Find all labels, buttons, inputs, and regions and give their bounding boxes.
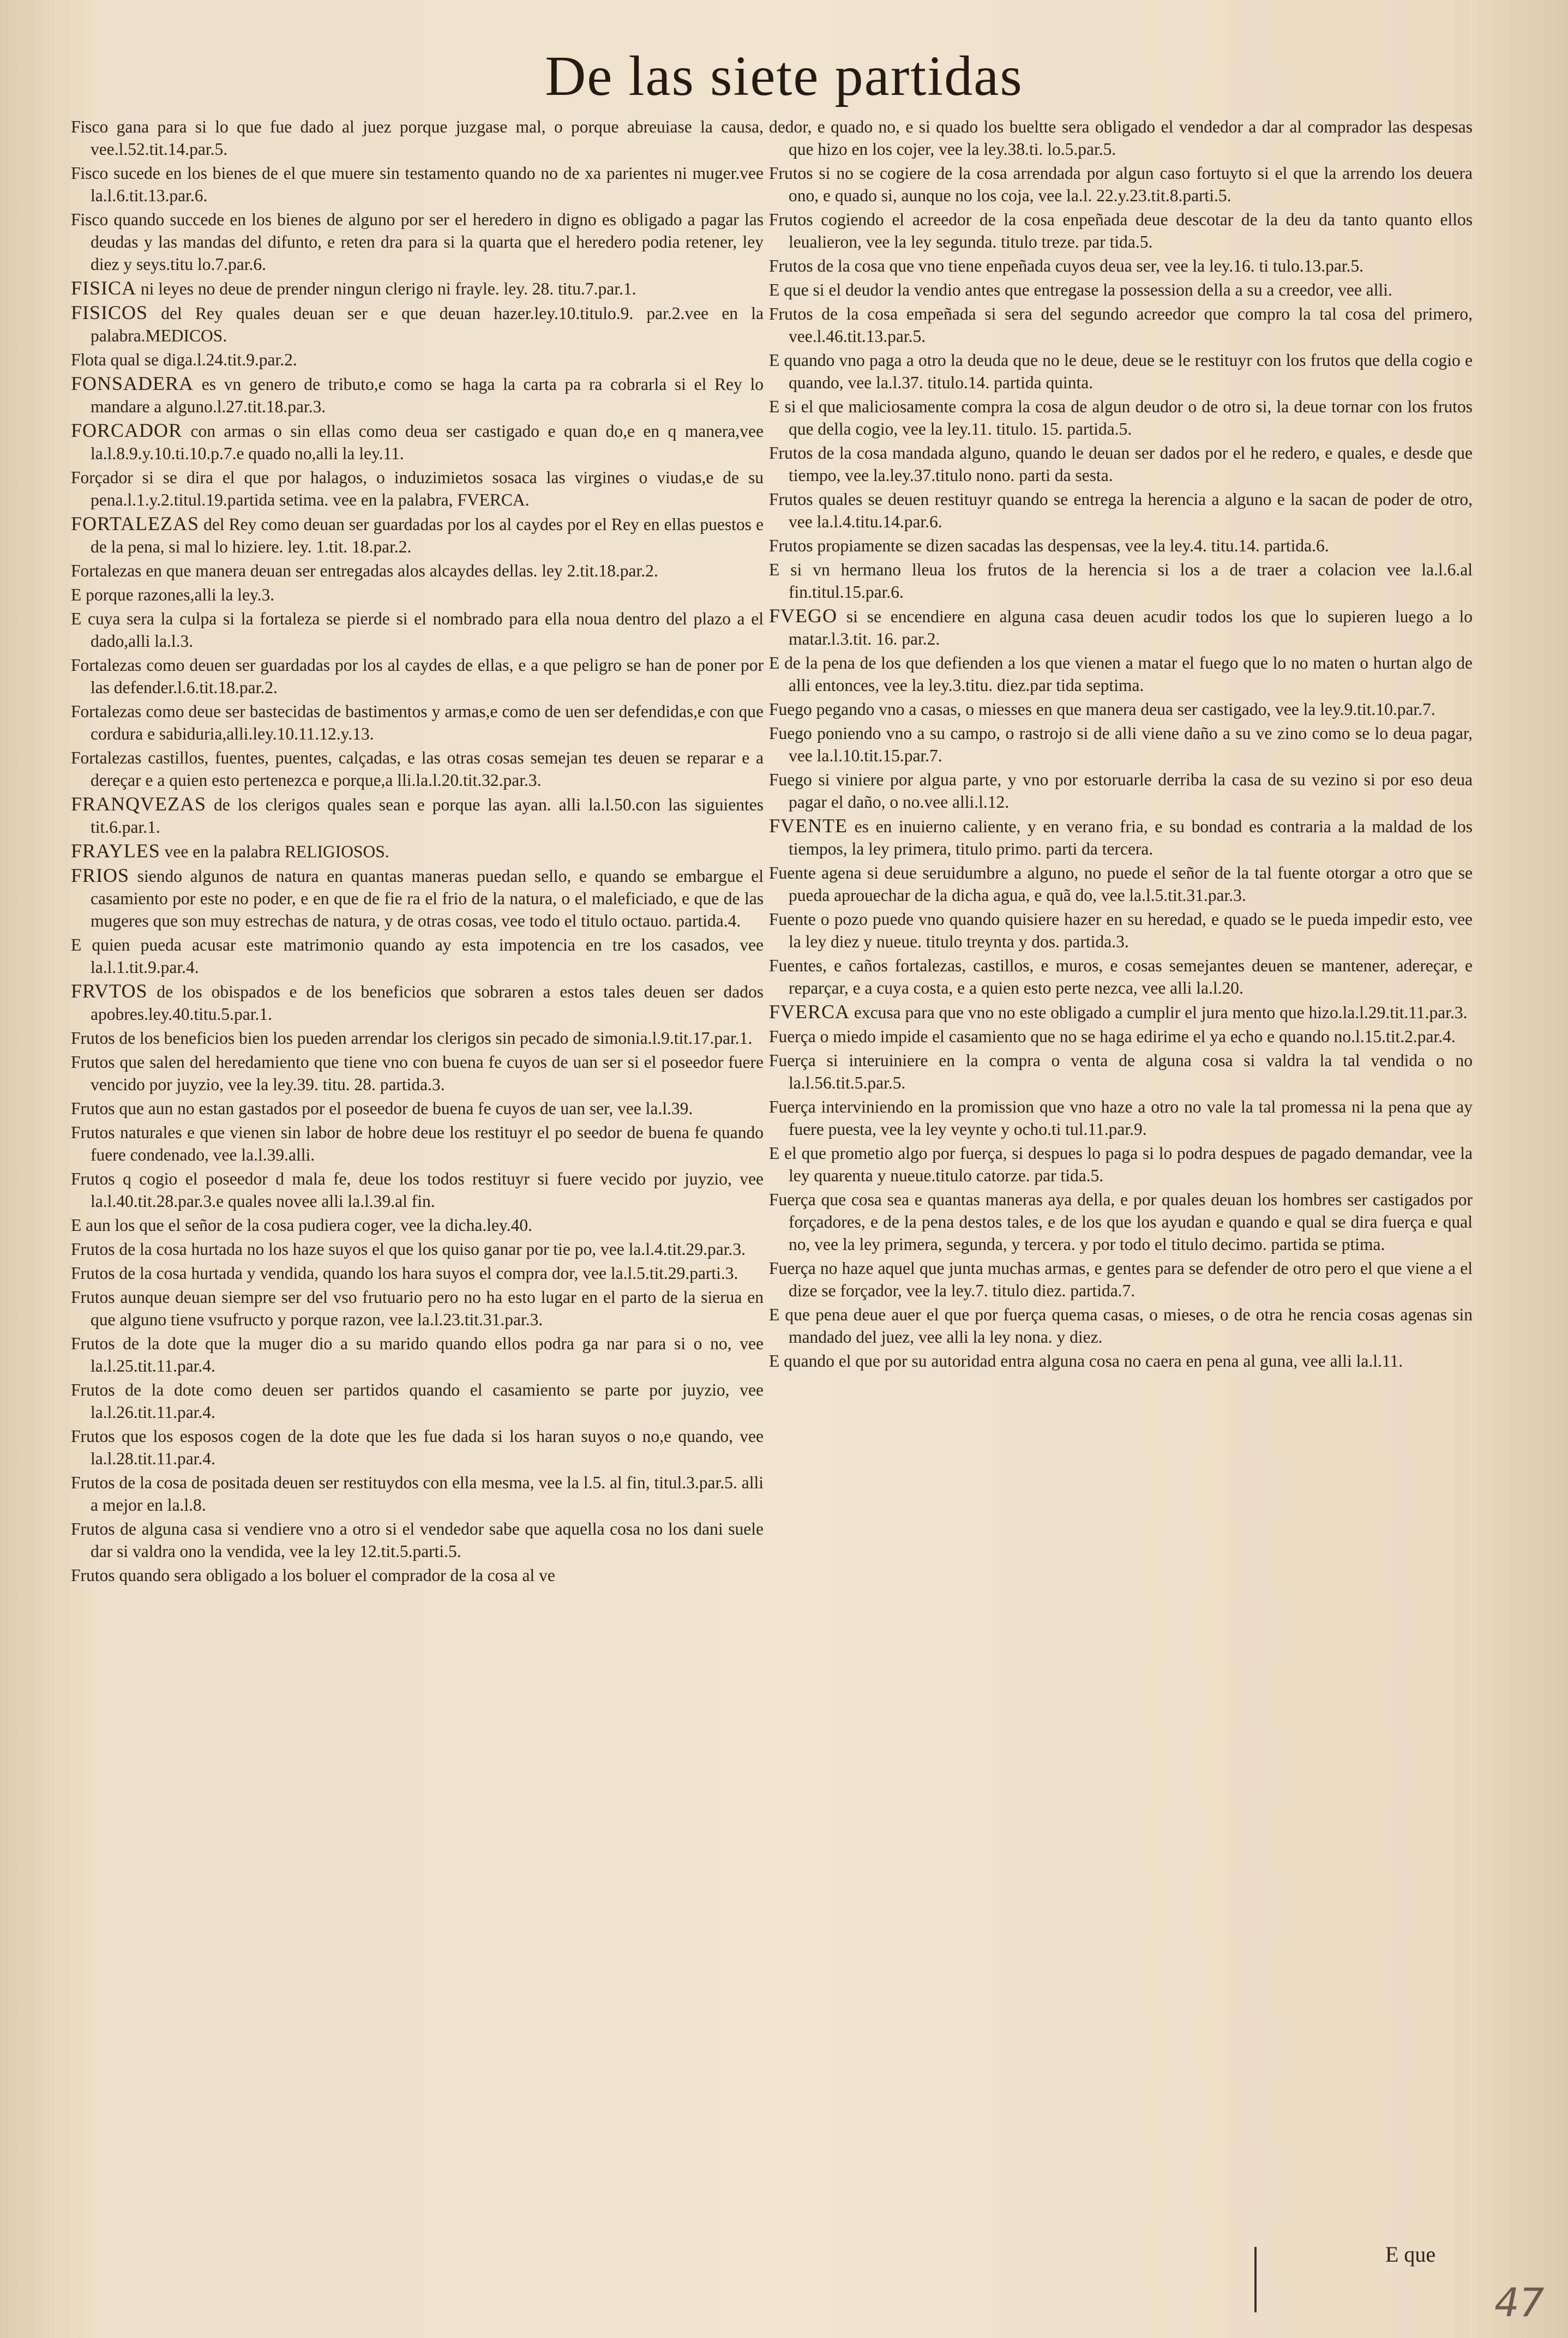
index-entry xyxy=(769,862,1473,906)
entry-text: Fuente agena si deue seruidumbre a alguno, no puede el señor de la tal fuente otorgar a otro que se pueda aprouechar de la dicha agua, e quã do, vee la.l.5.tit.31.par.3. xyxy=(769,863,1473,905)
entry-text: E de la pena de los que defienden a los que vienen a matar el fuego que lo no maten o hurtan algo de alli entonces, vee la ley.3.titu. diez.par tida septima. xyxy=(769,653,1473,695)
index-entry xyxy=(769,395,1473,440)
entry-text: del Rey como deuan ser guardadas por los al caydes por el Rey en ellas puestos e de la pena, si mal lo hiziere. ley. 1.tit. 18.par.2. xyxy=(91,515,764,556)
entry-text: E si vn hermano lleua los frutos de la herencia si los a de traer a colacion vee la.l.6.al fin.titul.15.par.6. xyxy=(769,560,1473,602)
entry-text: Frutos de la cosa hurtada y vendida, quando los hara suyos el compra dor, vee la.l.5.tit.29.parti.3. xyxy=(71,1264,738,1283)
entry-text: Frutos quando sera obligado a los boluer el comprador de la cosa al ve xyxy=(71,1566,555,1585)
entry-text: es vn genero de tributo,e como se haga la carta pa ra cobrarla si el Rey lo mandare a alguno.l.27.tit.18.par.3. xyxy=(91,375,764,416)
index-entry xyxy=(769,954,1473,999)
right-column xyxy=(769,116,1473,2243)
index-entry xyxy=(769,208,1473,253)
entry-text: Frutos de los beneficios bien los pueden arrendar los clerigos sin pecado de simonia.l.9.tit.17.par.1. xyxy=(71,1029,753,1048)
index-entry xyxy=(769,442,1473,486)
index-entry xyxy=(769,1001,1473,1024)
entry-headword: FISICOS xyxy=(71,302,148,323)
entry-text: Fuego poniendo vno a su campo, o rastrojo si de alli viene daño a su ve zino como se lo deua pagar, vee la.l.10.tit.15.par.7. xyxy=(769,724,1473,765)
entry-text: Frutos de la cosa mandada alguno, quando le deuan ser dados por el he redero, e quales, e desde que tiempo, vee la.ley.37.titulo nono. parti da sesta. xyxy=(769,443,1473,485)
index-entry xyxy=(769,1257,1473,1302)
entry-text: excusa para que vno no este obligado a cumplir el jura mento que hizo.la.l.29.tit.11.par.3. xyxy=(850,1003,1468,1022)
margin-mark xyxy=(1254,2247,1257,2312)
entry-text: Fuentes, e caños fortalezas, castillos, e muros, e cosas semejantes deuen se mantener, adereçar, e reparçar, e a cuya costa, e a quien esto perte nezca, vee alli la.l.20. xyxy=(769,956,1473,997)
entry-text: Fisco gana para si lo que fue dado al juez porque juzgase mal, o porque abreuiase la causa, vee.l.52.tit.14.par.5. xyxy=(71,117,764,159)
entry-text: Frutos de la dote que la muger dio a su marido quando ellos podra ga nar para si o no, vee la.l.25.tit.11.par.4. xyxy=(71,1334,764,1375)
entry-text: E si el que maliciosamente compra la cosa de algun deudor o de otro si, la deue tornar con los frutos que della cogio, vee la ley.11. titulo. 15. partida.5. xyxy=(769,397,1473,438)
index-entry xyxy=(769,1142,1473,1187)
index-entry xyxy=(71,1564,764,1586)
entry-text: con armas o sin ellas como deua ser castigado e quan do,e en q manera,vee la.l.8.9.y.10.ti.10.p.7.e quado no,alli la ley.11. xyxy=(91,422,764,463)
entry-text: Flota qual se diga.l.24.tit.9.par.2. xyxy=(71,350,297,369)
index-entry xyxy=(71,584,764,606)
index-entry xyxy=(71,700,764,745)
entry-headword: FISICA xyxy=(71,277,137,299)
entry-text: Frutos si no se cogiere de la cosa arrendada por algun caso fortuyto si el que la arrendo los deuera ono, e quado si, aunque no los coja, vee la.l. 22.y.23.tit.8.parti.5. xyxy=(769,164,1473,205)
index-entry xyxy=(71,162,764,207)
index-entry xyxy=(769,768,1473,813)
entry-text: E quien pueda acusar este matrimonio quando ay esta impotencia en tre los casados, vee la.l.1.tit.9.par.4. xyxy=(71,935,764,977)
index-entry xyxy=(71,1097,764,1120)
entry-text: E el que prometio algo por fuerça, si despues lo paga si lo podra despues de pagado demandar, vee la ley quarenta y nueue.titulo catorze. par tida.5. xyxy=(769,1144,1473,1185)
folio-number: 47 xyxy=(1494,2280,1545,2325)
entry-text: Fisco quando succede en los bienes de alguno por ser el heredero in digno es obligado a pagar las deudas y las mandas del difunto, e reten dra para si la quarta que el heredero podia retener, ley diez y seys.titu lo.7.par.6. xyxy=(71,210,764,274)
entry-headword: FVEGO xyxy=(769,605,838,627)
index-entry xyxy=(71,608,764,652)
entry-text: E que si el deudor la vendio antes que entregase la possession della a su a creedor, vee alli. xyxy=(769,280,1392,299)
index-entry xyxy=(71,1332,764,1377)
entry-text: vee en la palabra RELIGIOSOS. xyxy=(160,842,389,861)
entry-text: es en inuierno caliente, y en verano fria, e su bondad es contraria a la maldad de los tiempos, la ley primera, titulo primo. parti da tercera. xyxy=(789,817,1473,858)
entry-text: Fuerça no haze aquel que junta muchas armas, e gentes para se defender de otro pero el que viene a el dize se forçador, vee la ley.7. titulo diez. partida.7. xyxy=(769,1259,1473,1300)
entry-text: Fuego pegando vno a casas, o miesses en que manera deua ser castigado, vee la ley.9.tit.10.par.7. xyxy=(769,700,1435,719)
entry-headword: FORCADOR xyxy=(71,419,183,441)
index-entry xyxy=(769,303,1473,347)
entry-text: Fortalezas castillos, fuentes, puentes, calçadas, e las otras cosas semejan tes deuen se reparar e a dereçar e a quien esto pertenezca e porque,a lli.la.l.20.tit.32.par.3. xyxy=(71,748,764,790)
index-entry xyxy=(71,1286,764,1331)
index-entry xyxy=(71,934,764,978)
entry-text: Fuerça o miedo impide el casamiento que no se haga edirime el ya echo e quando no.l.15.tit.2.par.4. xyxy=(769,1027,1456,1046)
entry-text: E aun los que el señor de la cosa pudiera coger, vee la dicha.ley.40. xyxy=(71,1216,532,1235)
entry-text: Frutos de la cosa empeñada si sera del segundo acreedor que compro la tal cosa del primero, vee.l.46.tit.13.par.5. xyxy=(769,304,1473,346)
index-entry xyxy=(71,348,764,371)
index-entry xyxy=(71,1214,764,1236)
index-entry xyxy=(71,372,764,418)
entry-text: si se encendiere en alguna casa deuen acudir todos los que lo supieren luego a lo matar.l.3.tit. 16. par.2. xyxy=(789,607,1473,648)
entry-text: Frutos cogiendo el acreedor de la cosa enpeñada deue descotar de la deu da tanto quanto ellos leualieron, vee la ley segunda. titulo treze. par tida.5. xyxy=(769,210,1473,251)
running-title: De las siete partidas xyxy=(545,45,1023,107)
entry-text: E quando vno paga a otro la deuda que no le deue, deue se le restituyr con los frutos que della cogio e quando, vee la.l.37. titulo.14. partida quinta. xyxy=(769,351,1473,392)
index-entry xyxy=(769,162,1473,207)
entry-text: Frutos de la cosa hurtada no los haze suyos el que los quiso ganar por tie po, vee la.l.4.tit.29.par.3. xyxy=(71,1240,746,1259)
entry-text: de los obispados e de los beneficios que sobraren a estos tales deuen ser dados apobres.ley.40.titu.5.par.1. xyxy=(91,982,764,1024)
index-entry xyxy=(769,722,1473,767)
entry-text: Frutos quales se deuen restituyr quando se entrega la herencia a alguno e la sacan de poder de otro, vee la.l.4.titu.14.par.6. xyxy=(769,490,1473,531)
entry-headword: FONSADERA xyxy=(71,372,194,394)
entry-text: siendo algunos de natura en quantas maneras puedan sello, e quando se embargue el casamiento por este no poder, e en que de fie ra el frio de la natura, o el maleficiado, e que de las mugeres que son muy estrechas de natura, y de otras cosas, vee todo el titulo octauo. partida.4. xyxy=(91,867,764,930)
entry-text: ni leyes no deue de prender ningun clerigo ni frayle. ley. 28. titu.7.par.1. xyxy=(136,279,636,298)
index-entry xyxy=(71,1121,764,1166)
entry-text: Frutos q cogio el poseedor d mala fe, deue los todos restituyr si fuere vecido por juyzio, vee la.l.40.tit.28.par.3.e quales novee alli la.l.39.al fin. xyxy=(71,1169,764,1211)
index-entry xyxy=(769,349,1473,394)
index-entry xyxy=(71,1471,764,1516)
entry-text: E porque razones,alli la ley.3. xyxy=(71,585,275,604)
index-entry xyxy=(769,815,1473,860)
index-entry xyxy=(71,1051,764,1096)
index-entry xyxy=(71,560,764,582)
index-entry xyxy=(71,1168,764,1212)
index-entry xyxy=(71,840,764,863)
entry-text: Fuego si viniere por algua parte, y vno por estoruarle derriba la casa de su vezino si por eso deua pagar el daño, o no.vee alli.l.12. xyxy=(769,770,1473,812)
index-entry xyxy=(769,1303,1473,1348)
index-entry xyxy=(769,279,1473,301)
entry-text: Frutos de la cosa que vno tiene enpeñada cuyos deua ser, vee la ley.16. ti tulo.13.par.5. xyxy=(769,256,1364,275)
index-entry xyxy=(769,1096,1473,1140)
entry-text: Frutos de la cosa de positada deuen ser restituydos con ella mesma, vee la l.5. al fin, titul.3.par.5. alli a mejor en la.l.8. xyxy=(71,1473,764,1514)
index-entry xyxy=(769,1188,1473,1255)
entry-text: Fuerça si interuiniere en la compra o venta de alguna cosa si valdra la tal vendida o no la.l.56.tit.5.par.5. xyxy=(769,1051,1473,1092)
entry-headword: FRAYLES xyxy=(71,840,160,862)
index-entry xyxy=(71,654,764,699)
index-entry xyxy=(71,1262,764,1284)
index-entry xyxy=(71,208,764,275)
index-entry xyxy=(769,1025,1473,1048)
index-entry xyxy=(71,980,764,1025)
left-column xyxy=(71,116,764,2243)
entry-text: Fuente o pozo puede vno quando quisiere hazer en su heredad, e quado se le pueda impedir esto, vee la ley diez y nueue. titulo treynta y dos. partida.3. xyxy=(769,910,1473,951)
index-entry xyxy=(71,116,764,160)
entry-text: de los clerigos quales sean e porque las ayan. alli la.l.50.con las siguientes tit.6.par.1. xyxy=(91,795,764,837)
entry-headword: FVERCA xyxy=(769,1001,850,1023)
index-entry xyxy=(769,1049,1473,1094)
index-entry xyxy=(769,558,1473,603)
entry-text: Frutos que aun no estan gastados por el poseedor de buena fe cuyos de uan ser, vee la.l.39. xyxy=(71,1099,693,1118)
entry-text: Frutos que los esposos cogen de la dote que les fue dada si los haran suyos o no,e quando, vee la.l.28.tit.11.par.4. xyxy=(71,1427,764,1468)
entry-headword: FORTALEZAS xyxy=(71,513,199,534)
entry-text: E que pena deue auer el que por fuerça quema casas, o mieses, o de otra he rencia cosas agenas sin mandado del juez, vee alli la ley nona. y diez. xyxy=(769,1305,1473,1347)
index-entry xyxy=(71,277,764,300)
index-entry xyxy=(71,302,764,347)
entry-text: Forçador si se dira el que por halagos, o induzimietos sosaca las virgines o viudas,e de su pena.l.1.y.2.titul.19.partida setima. vee en la palabra, FVERCA. xyxy=(71,468,764,509)
index-entry xyxy=(71,1027,764,1049)
index-entry xyxy=(769,908,1473,953)
entry-text: Frutos de alguna casa si vendiere vno a otro si el vendedor sabe que aquella cosa no los dani suele dar si valdra ono la vendida, vee la ley 12.tit.5.parti.5. xyxy=(71,1519,764,1561)
index-entry xyxy=(769,255,1473,277)
index-entry xyxy=(71,419,764,465)
index-entry xyxy=(769,488,1473,533)
entry-text: Frutos que salen del heredamiento que tiene vno con buena fe cuyos de uan ser si el poseedor fuere vencido por juyzio, vee la ley.39. titu. 28. partida.3. xyxy=(71,1053,764,1094)
index-entry xyxy=(769,116,1473,160)
index-entry xyxy=(71,1518,764,1562)
entry-headword: FRVTOS xyxy=(71,980,148,1002)
catchword: E que xyxy=(1385,2242,1436,2267)
index-entry xyxy=(769,1350,1473,1372)
entry-headword: FRANQVEZAS xyxy=(71,793,207,815)
entry-text: Frutos naturales e que vienen sin labor de hobre deue los restituyr el po seedor de buena fe quando fuere condenado, vee la.l.39.alli. xyxy=(71,1123,764,1164)
index-entry xyxy=(769,652,1473,696)
entry-headword: FRIOS xyxy=(71,864,130,886)
entry-text: Fisco sucede en los bienes de el que muere sin testamento quando no de xa parientes ni muger.vee la.l.6.tit.13.par.6. xyxy=(71,164,764,205)
entry-headword: FVENTE xyxy=(769,815,848,837)
index-entry xyxy=(71,1425,764,1470)
entry-text: dedor, e quado no, e si quado los bueltte sera obligado el vendedor a dar al comprador las despesas que hizo en los cojer, vee la ley.38.ti. lo.5.par.5. xyxy=(769,117,1473,159)
entry-text: E cuya sera la culpa si la fortaleza se pierde si el nombrado para ella noua dentro del plazo a el dado,alli la.l.3. xyxy=(71,609,764,651)
index-entry xyxy=(71,466,764,511)
index-entry xyxy=(769,605,1473,650)
entry-text: Fuerça interviniendo en la promission que vno haze a otro no vale la tal promessa ni la pena que ay fuere puesta, vee la ley veynte y ocho.ti tul.11.par.9. xyxy=(769,1097,1473,1139)
entry-text: Fortalezas en que manera deuan ser entregadas alos alcaydes dellas. ley 2.tit.18.par.2. xyxy=(71,561,658,580)
entry-text: Frutos de la dote como deuen ser partidos quando el casamiento se parte por juyzio, vee la.l.26.tit.11.par.4. xyxy=(71,1380,764,1422)
entry-text: E quando el que por su autoridad entra alguna cosa no caera en pena al guna, vee alli la.l.11. xyxy=(769,1351,1403,1371)
entry-text: del Rey quales deuan ser e que deuan hazer.ley.10.titulo.9. par.2.vee en la palabra.MEDICOS. xyxy=(91,304,764,345)
index-entry xyxy=(769,534,1473,557)
index-entry xyxy=(71,864,764,932)
index-entry xyxy=(71,747,764,791)
index-entry xyxy=(71,793,764,838)
entry-text: Frutos propiamente se dizen sacadas las despensas, vee la ley.4. titu.14. partida.6. xyxy=(769,536,1329,555)
index-entry xyxy=(769,698,1473,720)
entry-text: Fortalezas como deue ser bastecidas de bastimentos y armas,e como de uen ser defendidas,e con que cordura e sabiduria,alli.ley.10.11.12.y.13. xyxy=(71,702,764,743)
entry-text: Fuerça que cosa sea e quantas maneras aya della, e por quales deuan los hombres ser castigados por forçadores, e de la pena destos tales, e de los que los ayudan e quando e qual se dira fuerça e qual no, vee la ley primera, segunda, y tercera. y por todo el titulo decimo. partida se ptima. xyxy=(769,1190,1473,1254)
index-entry xyxy=(71,1379,764,1423)
entry-text: Fortalezas como deuen ser guardadas por los al caydes de ellas, e a que peligro se han de poner por las defender.l.6.tit.18.par.2. xyxy=(71,656,764,697)
entry-text: Frutos aunque deuan siempre ser del vso frutuario pero no ha esto lugar en el parto de la sierua en que alguno tiene vsufructo y porque razon, vee la.l.23.tit.31.par.3. xyxy=(71,1288,764,1329)
index-entry xyxy=(71,513,764,558)
index-entry xyxy=(71,1238,764,1260)
